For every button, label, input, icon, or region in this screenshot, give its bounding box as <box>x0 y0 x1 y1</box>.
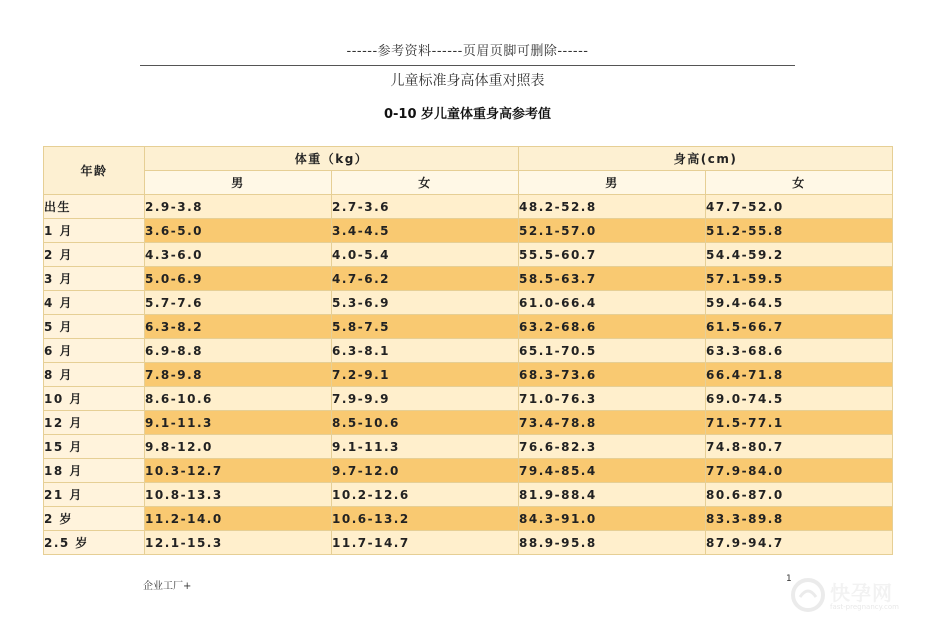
height-female-cell: 69.0-74.5 <box>706 387 893 411</box>
height-female-cell: 54.4-59.2 <box>706 243 893 267</box>
table-row <box>44 411 893 435</box>
weight-female-cell: 10.6-13.2 <box>332 507 519 531</box>
weight-female-cell: 4.7-6.2 <box>332 267 519 291</box>
height-male-cell: 65.1-70.5 <box>519 339 706 363</box>
watermark-url: fast-pregnancy.com <box>830 603 899 611</box>
page-number: 1 <box>786 574 792 584</box>
document-title: 儿童标准身高体重对照表 <box>390 73 545 89</box>
height-female-cell: 59.4-64.5 <box>706 291 893 315</box>
age-cell: 2.5 岁 <box>44 531 145 555</box>
height-group-header: 身高(cm) <box>519 147 893 171</box>
height-male-header: 男 <box>519 171 706 195</box>
watermark-logo <box>790 575 920 620</box>
height-female-cell: 83.3-89.8 <box>706 507 893 531</box>
age-cell: 出生 <box>44 195 145 219</box>
table-row <box>44 459 893 483</box>
height-female-cell: 63.3-68.6 <box>706 339 893 363</box>
height-female-cell: 87.9-94.7 <box>706 531 893 555</box>
weight-female-cell: 9.1-11.3 <box>332 435 519 459</box>
weight-male-cell: 3.6-5.0 <box>145 219 332 243</box>
weight-male-cell: 6.9-8.8 <box>145 339 332 363</box>
watermark-name: 快孕网 <box>830 581 893 605</box>
height-female-cell: 80.6-87.0 <box>706 483 893 507</box>
age-cell: 4 月 <box>44 291 145 315</box>
height-male-cell: 71.0-76.3 <box>519 387 706 411</box>
age-cell: 18 月 <box>44 459 145 483</box>
age-cell: 2 岁 <box>44 507 145 531</box>
weight-female-cell: 9.7-12.0 <box>332 459 519 483</box>
table-row <box>44 291 893 315</box>
table-row <box>44 195 893 219</box>
weight-male-cell: 11.2-14.0 <box>145 507 332 531</box>
height-female-cell: 61.5-66.7 <box>706 315 893 339</box>
age-cell: 8 月 <box>44 363 145 387</box>
height-male-cell: 63.2-68.6 <box>519 315 706 339</box>
weight-male-cell: 10.8-13.3 <box>145 483 332 507</box>
weight-female-cell: 10.2-12.6 <box>332 483 519 507</box>
height-female-cell: 51.2-55.8 <box>706 219 893 243</box>
height-male-cell: 58.5-63.7 <box>519 267 706 291</box>
weight-male-cell: 5.7-7.6 <box>145 291 332 315</box>
weight-male-cell: 9.8-12.0 <box>145 435 332 459</box>
height-male-cell: 61.0-66.4 <box>519 291 706 315</box>
table-subtitle: 0-10 岁儿童体重身高参考值 <box>383 107 552 122</box>
height-male-cell: 68.3-73.6 <box>519 363 706 387</box>
table-row <box>44 339 893 363</box>
age-cell: 21 月 <box>44 483 145 507</box>
weight-female-cell: 8.5-10.6 <box>332 411 519 435</box>
weight-female-cell: 5.3-6.9 <box>332 291 519 315</box>
table-row <box>44 267 893 291</box>
height-female-cell: 71.5-77.1 <box>706 411 893 435</box>
table-row <box>44 315 893 339</box>
weight-female-cell: 3.4-4.5 <box>332 219 519 243</box>
age-cell: 15 月 <box>44 435 145 459</box>
weight-female-cell: 2.7-3.6 <box>332 195 519 219</box>
height-female-cell: 47.7-52.0 <box>706 195 893 219</box>
table-row <box>44 219 893 243</box>
weight-female-cell: 7.9-9.9 <box>332 387 519 411</box>
weight-male-cell: 6.3-8.2 <box>145 315 332 339</box>
height-male-cell: 73.4-78.8 <box>519 411 706 435</box>
watermark-icon <box>790 575 826 615</box>
weight-male-cell: 7.8-9.8 <box>145 363 332 387</box>
table-row <box>44 435 893 459</box>
age-cell: 1 月 <box>44 219 145 243</box>
height-male-cell: 88.9-95.8 <box>519 531 706 555</box>
height-male-cell: 79.4-85.4 <box>519 459 706 483</box>
height-female-header: 女 <box>706 171 893 195</box>
age-cell: 12 月 <box>44 411 145 435</box>
header-note: ------参考资料------页眉页脚可删除------ <box>346 44 589 59</box>
weight-female-cell: 11.7-14.7 <box>332 531 519 555</box>
weight-group-header: 体重（kg） <box>145 147 519 171</box>
height-female-cell: 74.8-80.7 <box>706 435 893 459</box>
table-row <box>44 243 893 267</box>
height-male-cell: 48.2-52.8 <box>519 195 706 219</box>
age-cell: 5 月 <box>44 315 145 339</box>
header-divider <box>140 65 795 66</box>
age-cell: 2 月 <box>44 243 145 267</box>
weight-male-cell: 4.3-6.0 <box>145 243 332 267</box>
weight-male-cell: 8.6-10.6 <box>145 387 332 411</box>
weight-female-cell: 5.8-7.5 <box>332 315 519 339</box>
height-male-cell: 84.3-91.0 <box>519 507 706 531</box>
weight-male-cell: 2.9-3.8 <box>145 195 332 219</box>
footer-text: 企业工厂+ <box>143 581 192 592</box>
height-male-cell: 81.9-88.4 <box>519 483 706 507</box>
age-cell: 10 月 <box>44 387 145 411</box>
weight-male-cell: 5.0-6.9 <box>145 267 332 291</box>
age-cell: 3 月 <box>44 267 145 291</box>
height-female-cell: 57.1-59.5 <box>706 267 893 291</box>
height-weight-table <box>43 146 893 555</box>
height-male-cell: 55.5-60.7 <box>519 243 706 267</box>
weight-male-cell: 9.1-11.3 <box>145 411 332 435</box>
age-column-header: 年龄 <box>44 147 145 195</box>
age-cell: 6 月 <box>44 339 145 363</box>
weight-male-header: 男 <box>145 171 332 195</box>
table-body <box>44 195 893 555</box>
weight-female-cell: 6.3-8.1 <box>332 339 519 363</box>
table-row <box>44 531 893 555</box>
height-female-cell: 66.4-71.8 <box>706 363 893 387</box>
table-row <box>44 387 893 411</box>
weight-male-cell: 10.3-12.7 <box>145 459 332 483</box>
weight-female-cell: 4.0-5.4 <box>332 243 519 267</box>
height-male-cell: 76.6-82.3 <box>519 435 706 459</box>
table-row <box>44 483 893 507</box>
height-male-cell: 52.1-57.0 <box>519 219 706 243</box>
weight-male-cell: 12.1-15.3 <box>145 531 332 555</box>
table-row <box>44 363 893 387</box>
weight-female-cell: 7.2-9.1 <box>332 363 519 387</box>
height-female-cell: 77.9-84.0 <box>706 459 893 483</box>
weight-female-header: 女 <box>332 171 519 195</box>
table-row <box>44 507 893 531</box>
